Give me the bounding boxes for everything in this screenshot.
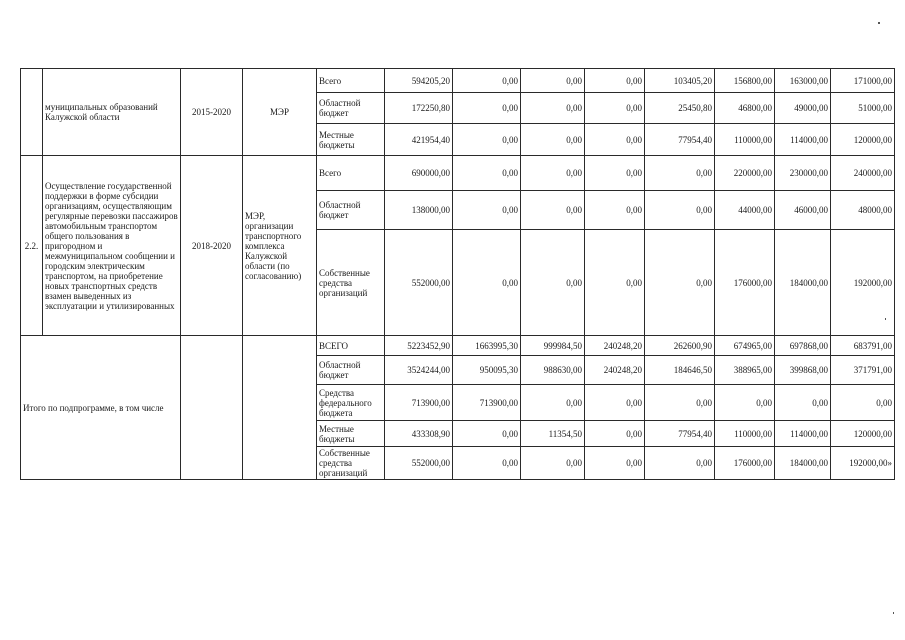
value-cell: 0,00	[521, 69, 585, 93]
value-cell: 192000,00	[831, 230, 895, 336]
value-cell: 220000,00	[715, 156, 775, 191]
value-cell: 0,00	[585, 69, 645, 93]
value-cell: 0,00	[521, 156, 585, 191]
value-cell: 0,00	[521, 191, 585, 230]
value-cell: 171000,00	[831, 69, 895, 93]
value-cell: 0,00	[453, 69, 521, 93]
funding-source-cell: Средства федерального бюджета	[317, 385, 385, 421]
value-cell: 950095,30	[453, 356, 521, 385]
value-cell: 120000,00	[831, 124, 895, 156]
value-cell: 0,00	[645, 230, 715, 336]
value-cell: 184000,00	[775, 447, 831, 480]
value-cell: 683791,00	[831, 336, 895, 356]
executor-cell: МЭР	[243, 69, 317, 156]
period-cell: 2015-2020	[181, 69, 243, 156]
funding-source-cell: ВСЕГО	[317, 336, 385, 356]
value-cell: 51000,00	[831, 93, 895, 124]
value-cell: 11354,50	[521, 421, 585, 447]
value-cell: 1663995,30	[453, 336, 521, 356]
scan-speck	[893, 612, 894, 614]
value-cell: 0,00	[645, 156, 715, 191]
funding-source-cell: Собственные средства организаций	[317, 447, 385, 480]
value-cell: 184646,50	[645, 356, 715, 385]
value-cell: 114000,00	[775, 421, 831, 447]
funding-source-cell: Областной бюджет	[317, 93, 385, 124]
row-number-cell	[21, 69, 43, 156]
value-cell: 0,00	[645, 385, 715, 421]
value-cell: 0,00	[521, 124, 585, 156]
funding-source-cell: Собственные средства организаций	[317, 230, 385, 336]
value-cell: 156800,00	[715, 69, 775, 93]
table-row	[21, 336, 895, 356]
period-cell: 2018-2020	[181, 156, 243, 336]
value-cell: 690000,00	[385, 156, 453, 191]
value-cell: 25450,80	[645, 93, 715, 124]
value-cell: 371791,00	[831, 356, 895, 385]
table-row	[21, 69, 895, 93]
value-cell: 0,00	[585, 230, 645, 336]
executor-cell: МЭР, организации транспортного комплекса Калужской области (по согласованию)	[243, 156, 317, 336]
value-cell: 0,00	[521, 385, 585, 421]
value-cell: 0,00	[585, 421, 645, 447]
measure-description: муниципальных образований Калужской области	[43, 69, 181, 156]
value-cell: 0,00	[453, 124, 521, 156]
value-cell: 0,00	[715, 385, 775, 421]
value-cell: 0,00	[521, 230, 585, 336]
value-cell: 0,00	[453, 447, 521, 480]
value-cell: 0,00	[585, 124, 645, 156]
value-cell: 0,00	[645, 447, 715, 480]
value-cell: 713900,00	[385, 385, 453, 421]
value-cell: 110000,00	[715, 124, 775, 156]
value-cell: 0,00	[521, 447, 585, 480]
value-cell: 46800,00	[715, 93, 775, 124]
value-cell: 0,00	[453, 230, 521, 336]
value-cell: 0,00	[585, 385, 645, 421]
value-cell: 388965,00	[715, 356, 775, 385]
executor-cell	[243, 336, 317, 480]
value-cell: 49000,00	[775, 93, 831, 124]
value-cell: 114000,00	[775, 124, 831, 156]
value-cell: 0,00	[775, 385, 831, 421]
value-cell: 0,00	[585, 191, 645, 230]
value-cell: 176000,00	[715, 447, 775, 480]
value-cell: 240000,00	[831, 156, 895, 191]
value-cell: 262600,90	[645, 336, 715, 356]
value-cell: 988630,00	[521, 356, 585, 385]
value-cell: 0,00	[453, 93, 521, 124]
value-cell: 999984,50	[521, 336, 585, 356]
value-cell: 399868,00	[775, 356, 831, 385]
value-cell: 0,00	[645, 191, 715, 230]
value-cell: 0,00	[453, 191, 521, 230]
value-cell: 0,00	[453, 156, 521, 191]
value-cell: 421954,40	[385, 124, 453, 156]
value-cell: 240248,20	[585, 336, 645, 356]
funding-source-cell: Местные бюджеты	[317, 421, 385, 447]
value-cell: 552000,00	[385, 230, 453, 336]
value-cell: 172250,80	[385, 93, 453, 124]
period-cell	[181, 336, 243, 480]
value-cell: 5223452,90	[385, 336, 453, 356]
value-cell: 594205,20	[385, 69, 453, 93]
value-cell: 77954,40	[645, 421, 715, 447]
value-cell: 48000,00	[831, 191, 895, 230]
funding-source-cell: Областной бюджет	[317, 191, 385, 230]
value-cell: 184000,00	[775, 230, 831, 336]
value-cell: 697868,00	[775, 336, 831, 356]
value-cell: 433308,90	[385, 421, 453, 447]
value-cell: 552000,00	[385, 447, 453, 480]
value-cell: 713900,00	[453, 385, 521, 421]
row-number-cell: 2.2.	[21, 156, 43, 336]
funding-source-cell: Всего	[317, 69, 385, 93]
value-cell: 0,00	[831, 385, 895, 421]
value-cell: 240248,20	[585, 356, 645, 385]
value-cell: 138000,00	[385, 191, 453, 230]
funding-source-cell: Областной бюджет	[317, 356, 385, 385]
value-cell: 110000,00	[715, 421, 775, 447]
total-label: Итого по подпрограмме, в том числе	[21, 336, 181, 480]
value-cell: 3524244,00	[385, 356, 453, 385]
value-cell: 0,00	[521, 93, 585, 124]
value-cell: 77954,40	[645, 124, 715, 156]
value-cell: 0,00	[585, 93, 645, 124]
scan-speck	[885, 318, 886, 320]
value-cell: 0,00	[585, 447, 645, 480]
value-cell: 176000,00	[715, 230, 775, 336]
funding-source-cell: Всего	[317, 156, 385, 191]
table-row	[21, 156, 895, 191]
value-cell: 0,00	[453, 421, 521, 447]
value-cell: 674965,00	[715, 336, 775, 356]
value-cell: 46000,00	[775, 191, 831, 230]
value-cell: 0,00	[585, 156, 645, 191]
scan-speck	[878, 22, 880, 24]
funding-source-cell: Местные бюджеты	[317, 124, 385, 156]
value-cell: 192000,00»	[831, 447, 895, 480]
measure-description: Осуществление государственной поддержки в форме субсидии организациям, осуществляющим регулярные перевозки пассажиров автомобильным транспортом общего пользования в пригородном и межмуниципальном сообщении и городским электрическим транспортом, на приобретение новых транспортных средств взамен выведенных из эксплуатации и утилизированных	[43, 156, 181, 336]
value-cell: 120000,00	[831, 421, 895, 447]
value-cell: 163000,00	[775, 69, 831, 93]
value-cell: 44000,00	[715, 191, 775, 230]
budget-table	[20, 68, 895, 480]
value-cell: 230000,00	[775, 156, 831, 191]
value-cell: 103405,20	[645, 69, 715, 93]
